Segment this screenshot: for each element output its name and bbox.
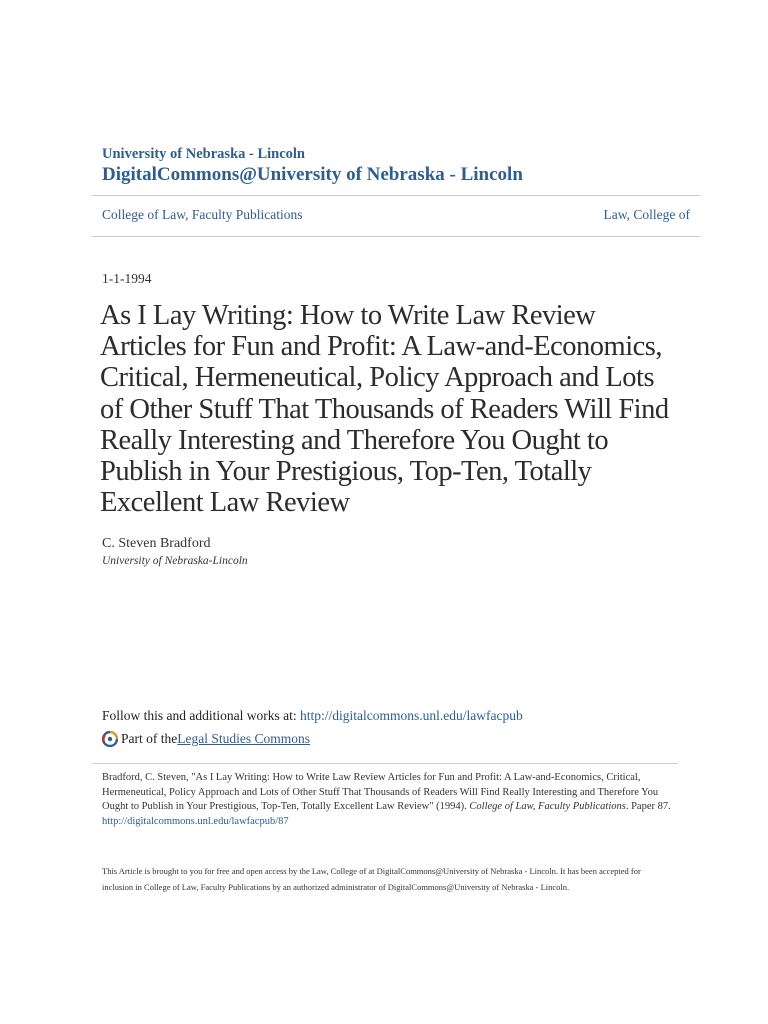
university-link[interactable]: University of Nebraska - Lincoln [102, 146, 305, 162]
publication-date: 1-1-1994 [102, 271, 152, 286]
part-of-label: Part of the [121, 731, 178, 746]
citation-journal: College of Law, Faculty Publications [469, 801, 626, 812]
department-link[interactable]: Law, College of [603, 207, 690, 222]
citation-block [102, 771, 672, 829]
author-affiliation: University of Nebraska-Lincoln [102, 555, 248, 567]
divider [92, 195, 700, 196]
legal-studies-commons-link[interactable]: Legal Studies Commons [177, 731, 310, 746]
citation-text: Bradford, C. Steven, "As I Lay Writing: How to Write Law Review Articles for Fun and Profit: A Law-and-Economics, Critical, Hermeneutical, Policy Approach and Lots of Other Stuff That Thousands of Readers Will Find Really Interesting and Therefore You Ought to Publish in Your Prestigious, Top-Ten, Totally Excellent Law Review" (1994). [102, 772, 659, 812]
divider [92, 763, 678, 764]
repository-header [102, 146, 523, 187]
divider [92, 236, 700, 237]
part-of-line [102, 731, 310, 747]
follow-label: Follow this and additional works at: [102, 708, 300, 723]
citation-url-link[interactable]: http://digitalcommons.unl.edu/lawfacpub/87 [102, 815, 289, 827]
repository-link[interactable]: DigitalCommons@University of Nebraska - Lincoln [102, 164, 523, 185]
author-name: C. Steven Bradford [102, 536, 211, 551]
collection-link[interactable]: College of Law, Faculty Publications [102, 207, 303, 222]
commons-network-icon [102, 731, 118, 747]
follow-url-link[interactable]: http://digitalcommons.unl.edu/lawfacpub [300, 708, 523, 723]
article-title: As I Lay Writing: How to Write Law Review Articles for Fun and Profit: A Law-and-Economics, Critical, Hermeneutical, Policy Approach and Lots of Other Stuff That Thousands of Readers Will Find Really Interesting and Therefore You Ought to Publish in Your Prestigious, Top-Ten, Totally Excellent Law Review [100, 300, 669, 519]
access-notice: This Article is brought to you for free and open access by the Law, College of at DigitalCommons@University of Nebraska - Lincoln. It has been accepted for inclusion in College of Law, Faculty Publications by an authorized administrator of DigitalCommons@University of Nebraska - Lincoln. [102, 866, 641, 892]
citation-paper: . Paper 87. [625, 801, 671, 812]
follow-line [102, 708, 523, 724]
